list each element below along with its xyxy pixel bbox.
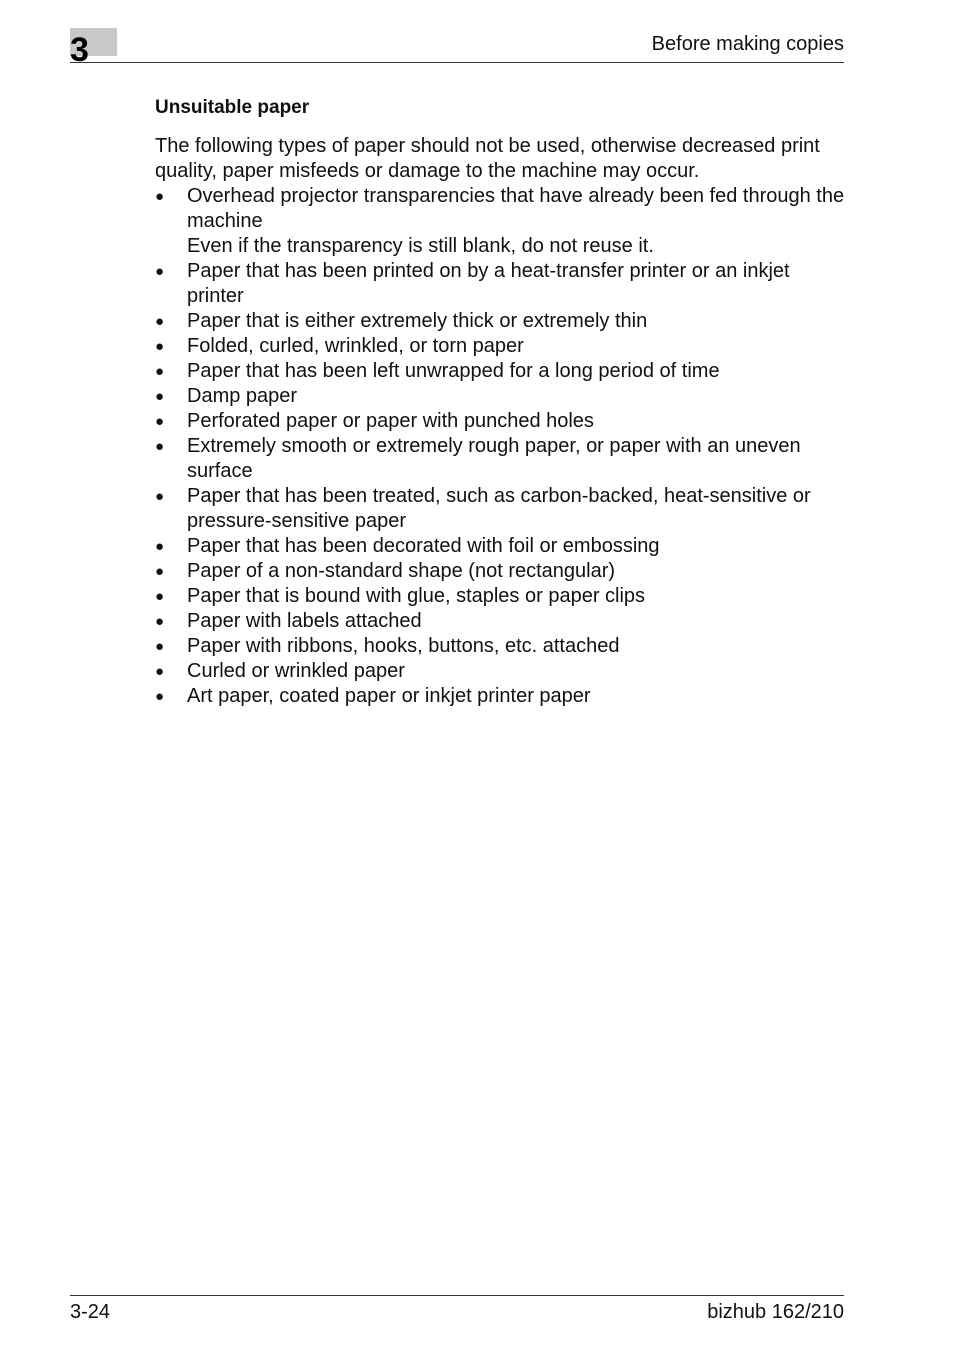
list-item bbox=[155, 534, 847, 559]
bullet-icon: ● bbox=[155, 663, 165, 680]
list-item-text: Paper of a non-standard shape (not rectangular) bbox=[187, 560, 616, 582]
bullet-icon: ● bbox=[155, 638, 165, 655]
product-name: bizhub 162/210 bbox=[707, 1301, 844, 1323]
list-item-text: Damp paper bbox=[187, 385, 298, 407]
list-item bbox=[155, 659, 847, 684]
page-number: 3-24 bbox=[70, 1301, 111, 1323]
bullet-icon: ● bbox=[155, 688, 165, 705]
list-item-text: Perforated paper or paper with punched holes bbox=[187, 410, 594, 432]
list-item-text: Extremely smooth or extremely rough paper, or paper with an uneven surface bbox=[187, 435, 801, 482]
list-item-text: Paper that is bound with glue, staples or paper clips bbox=[187, 585, 646, 607]
bullet-icon: ● bbox=[155, 588, 165, 605]
list-item bbox=[155, 309, 847, 334]
list-item-text: Paper that has been left unwrapped for a long period of time bbox=[187, 360, 720, 382]
list-item-note: Even if the transparency is still blank, do not reuse it. bbox=[187, 235, 654, 257]
list-item bbox=[155, 384, 847, 409]
footer-divider bbox=[70, 1295, 844, 1296]
running-header-title: Before making copies bbox=[651, 33, 844, 55]
section-heading: Unsuitable paper bbox=[155, 97, 310, 118]
list-item bbox=[155, 259, 847, 309]
list-item-text: Paper that is either extremely thick or extremely thin bbox=[187, 310, 648, 332]
list-item bbox=[155, 584, 847, 609]
list-item-text: Art paper, coated paper or inkjet printer paper bbox=[187, 685, 591, 707]
bullet-icon: ● bbox=[155, 188, 165, 205]
chapter-number: 3 bbox=[70, 31, 89, 69]
main-content bbox=[155, 95, 855, 709]
list-item bbox=[155, 484, 847, 534]
list-item-text: Paper with ribbons, hooks, buttons, etc. attached bbox=[187, 635, 620, 657]
list-item bbox=[155, 559, 847, 584]
bullet-icon: ● bbox=[155, 338, 165, 355]
intro-paragraph: The following types of paper should not be used, otherwise decreased print quality, paper misfeeds or damage to the machine may occur. bbox=[155, 135, 820, 182]
list-item bbox=[155, 359, 847, 384]
bullet-icon: ● bbox=[155, 613, 165, 630]
bullet-icon: ● bbox=[155, 438, 165, 455]
bullet-icon: ● bbox=[155, 563, 165, 580]
bullet-icon: ● bbox=[155, 413, 165, 430]
list-item bbox=[155, 609, 847, 634]
list-item bbox=[155, 684, 847, 709]
list-item-text: Curled or wrinkled paper bbox=[187, 660, 405, 682]
list-item-text: Paper with labels attached bbox=[187, 610, 422, 632]
list-item-text: Overhead projector transparencies that have already been fed through the machine bbox=[187, 185, 845, 232]
header-divider bbox=[70, 62, 844, 63]
bullet-icon: ● bbox=[155, 388, 165, 405]
bullet-icon: ● bbox=[155, 313, 165, 330]
list-item-text: Folded, curled, wrinkled, or torn paper bbox=[187, 335, 524, 357]
bullet-icon: ● bbox=[155, 263, 165, 280]
bullet-icon: ● bbox=[155, 363, 165, 380]
list-item-text: Paper that has been treated, such as carbon-backed, heat-sensitive or pressure-sensitive paper bbox=[187, 485, 811, 532]
list-item bbox=[155, 184, 847, 259]
list-item bbox=[155, 409, 847, 434]
list-item bbox=[155, 634, 847, 659]
bullet-icon: ● bbox=[155, 538, 165, 555]
bullet-icon: ● bbox=[155, 488, 165, 505]
list-item-text: Paper that has been printed on by a heat-transfer printer or an inkjet printer bbox=[187, 260, 790, 307]
unsuitable-paper-list bbox=[155, 184, 855, 709]
list-item-text: Paper that has been decorated with foil or embossing bbox=[187, 535, 660, 557]
list-item bbox=[155, 334, 847, 359]
list-item bbox=[155, 434, 847, 484]
